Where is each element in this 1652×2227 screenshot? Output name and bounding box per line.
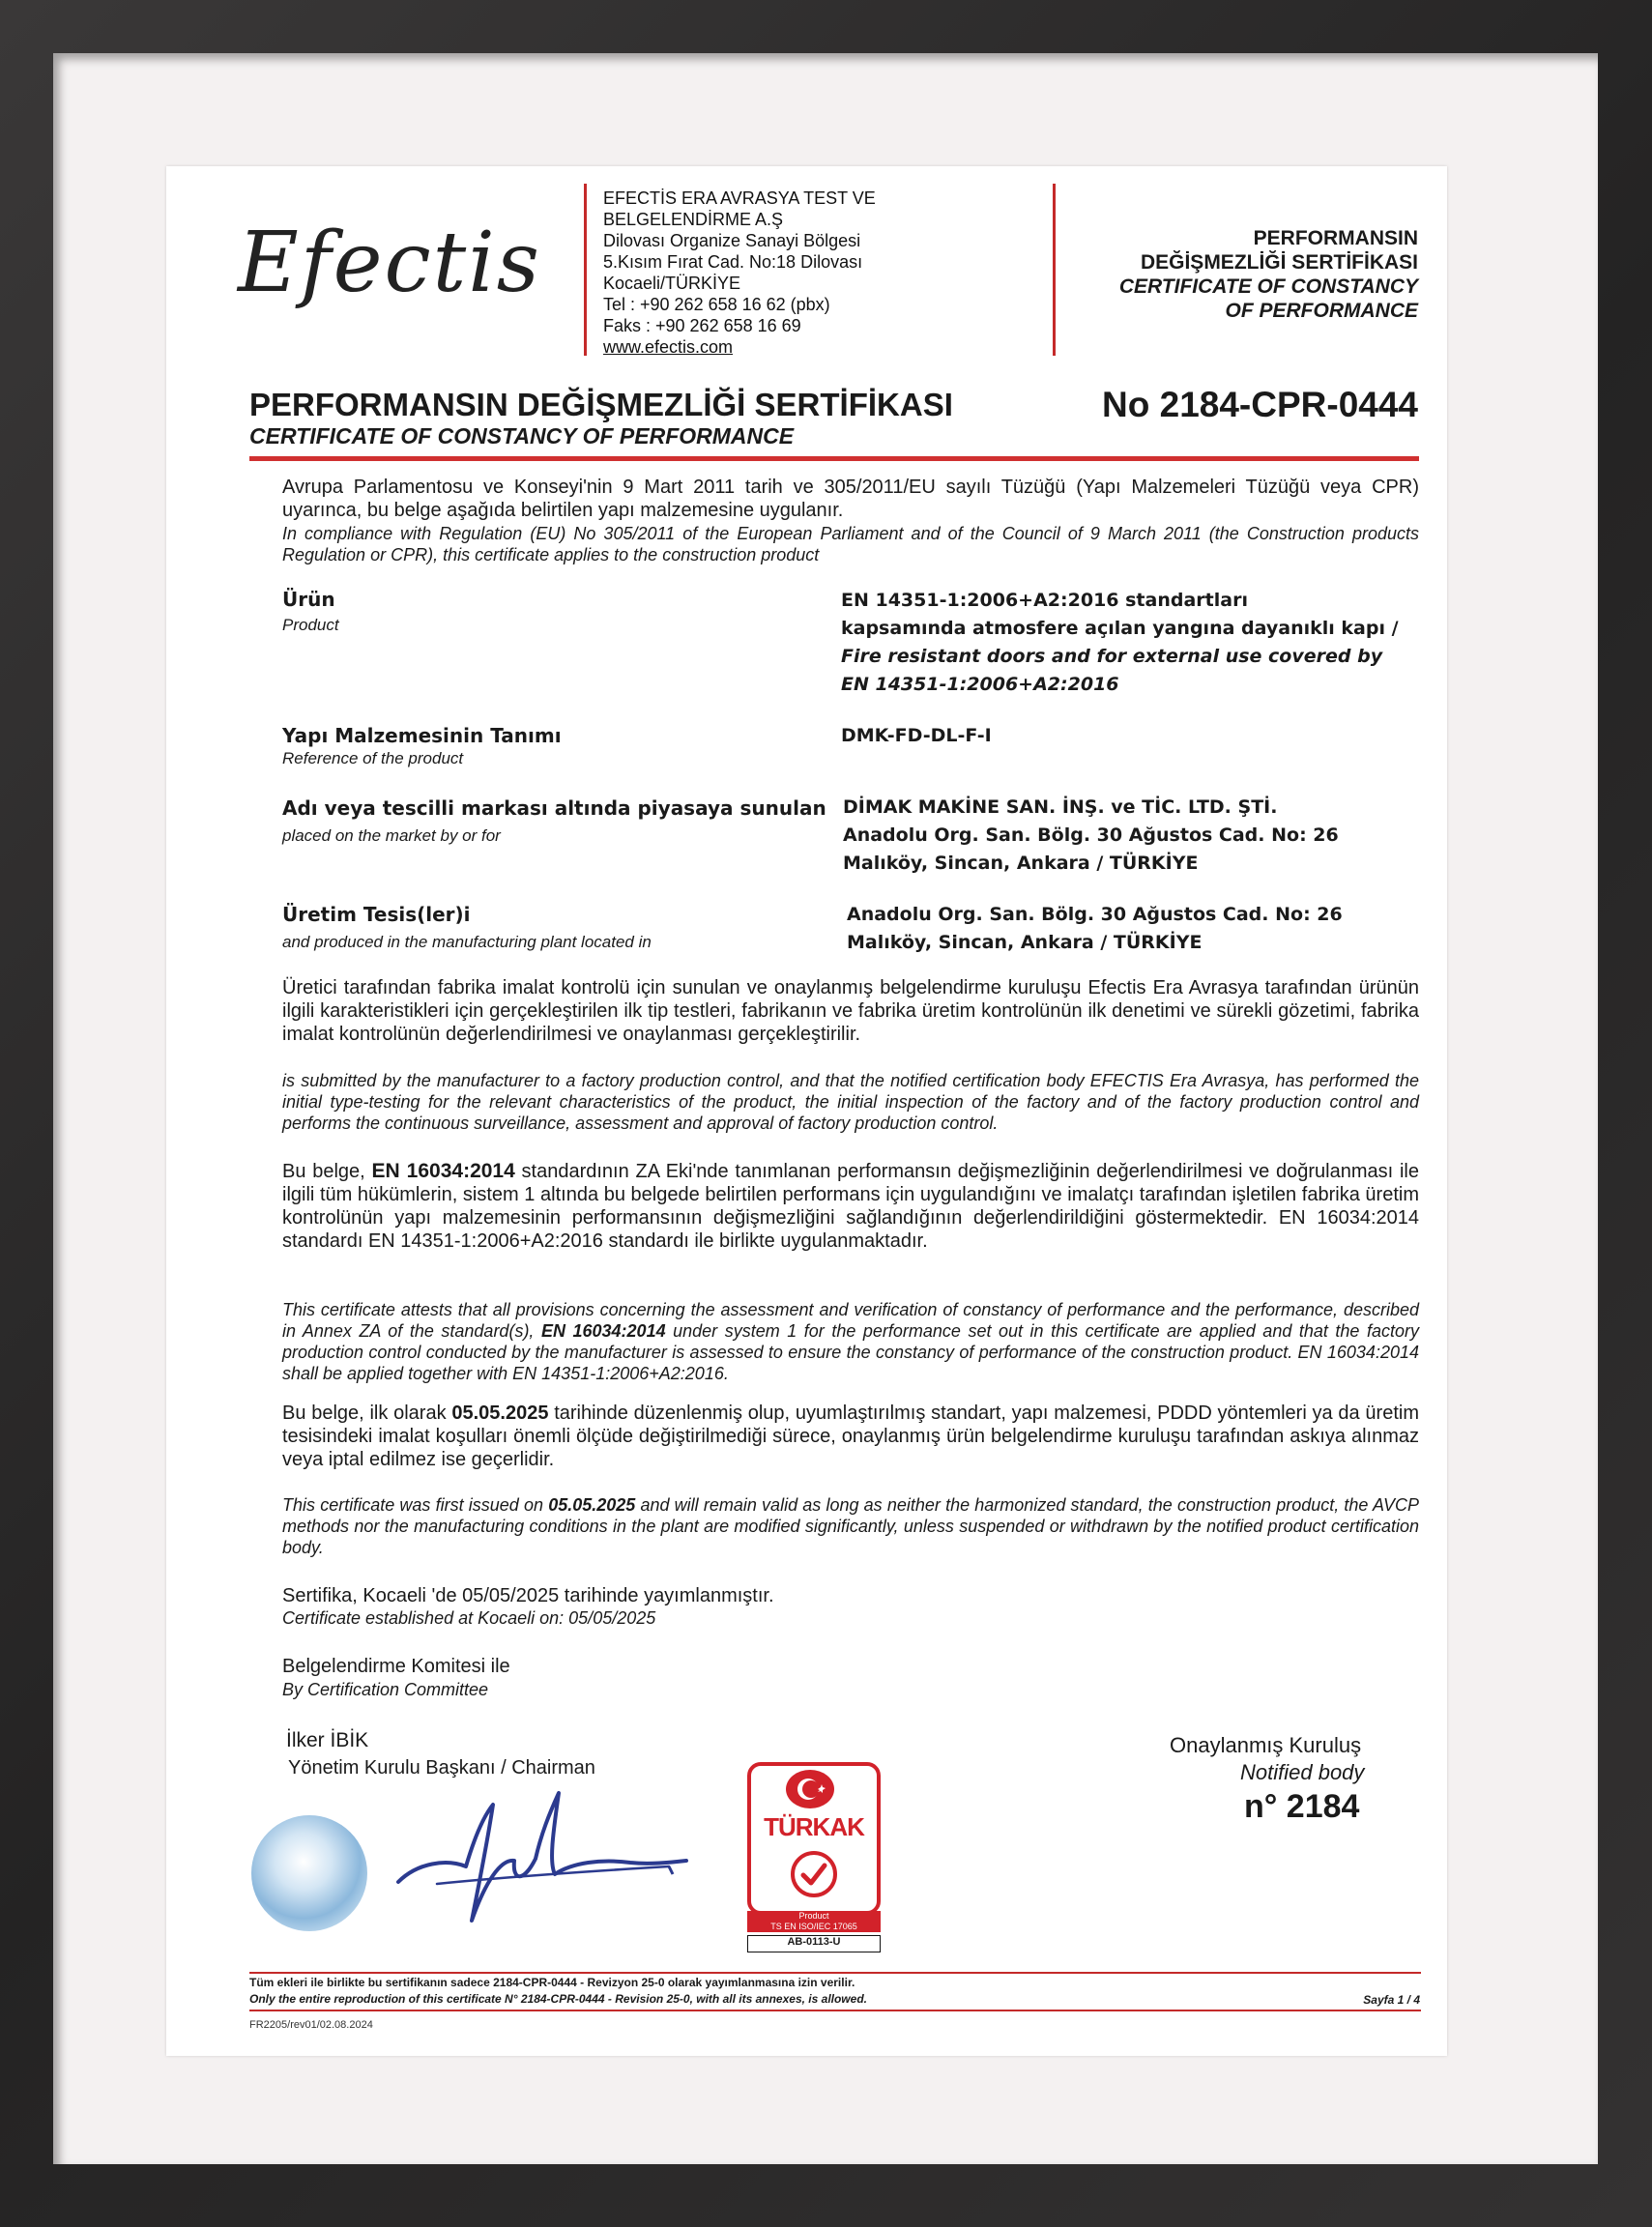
p2-en-text: under system 1 for the performance set out in this certificate are applied and that the factory production control conducted by the manufacturer is assessed to ensure the constancy of performance of the construction product. EN 16034:2014 shall be applied together with EN 14351-1:2006+A2:2016. <box>282 1321 1419 1383</box>
market-value-line: DİMAK MAKİNE SAN. İNŞ. ve TİC. LTD. ŞTİ. <box>843 796 1278 818</box>
document-type <box>1119 226 1418 323</box>
doc-type-en-1: CERTIFICATE OF CONSTANCY <box>1118 275 1418 298</box>
turkak-scope <box>747 1911 881 1932</box>
plant-value <box>847 901 1343 957</box>
p3-en-date: 05.05.2025 <box>548 1495 636 1515</box>
hologram-seal <box>251 1815 367 1931</box>
turkak-brand: TÜRKAK <box>764 1812 864 1841</box>
turkak-code: AB-0113-U <box>747 1935 881 1952</box>
form-number: FR2205/rev01/02.08.2024 <box>249 2019 373 2031</box>
certificate-title-tr: PERFORMANSIN DEĞİŞMEZLİĞİ SERTİFİKASI <box>249 387 953 422</box>
paragraph-1-tr: Üretici tarafından fabrika imalat kontrolü için sunulan ve onaylanmış belgelendirme kuruluşu Efectis Era Avrasya tarafından ürünün ilgili karakteristikleri için gerçekleştirilen ilk tip testleri, fabrikanın ve fabrika üretim kontrolünün ilk denetimi ve sürekli gözetimi, fabrika imalat kontrolünün değerlendirilmesi ve onaylanması gerçekleştirilir. <box>282 977 1419 1045</box>
plant-label-en: and produced in the manufacturing plant located in <box>282 933 652 951</box>
product-value-line: EN 14351-1:2006+A2:2016 <box>841 674 1119 695</box>
plant-value-line: Anadolu Org. San. Bölg. 30 Ağustos Cad. No: 26 <box>847 904 1343 925</box>
certificate-title-en: CERTIFICATE OF CONSTANCY OF PERFORMANCE <box>249 423 795 448</box>
intro-tr: Avrupa Parlamentosu ve Konseyi'nin 9 Mart 2011 tarih ve 305/2011/EU sayılı Tüzüğü (Yapı Malzemeleri Tüzüğü veya CPR) uyarınca, bu belge aşağıda belirtilen yapı malzemesine uygulanır. <box>282 477 1419 521</box>
doc-type-tr-2: DEĞİŞMEZLİĞİ SERTİFİKASI <box>1140 251 1418 274</box>
reference-label-en: Reference of the product <box>282 749 464 767</box>
p2-tr-text: standardının ZA Eki'nde tanımlanan performansın değişmezliğinin değerlendirilmesi ve doğrulanması ile ilgili tüm hükümlerin, sistem 1 altında bu belgede belirtilen performans için uygulandığını ve imalatçı tarafından işletilen fabrika üretim kontrolünün yapı malzemesinin performansının değişmezliğini sağlandığının değerlendirildiğini göstermektedir. EN 16034:2014 standardı EN 14351-1:2006+A2:2016 standardı ile birlikte uygulanmaktadır. <box>282 1161 1419 1252</box>
footer-rule-bottom <box>249 2010 1421 2011</box>
p2-en-text: This certificate attests that all provisions concerning the assessment and verification of constancy of performance and the performance, described in Annex ZA of the standard(s), <box>282 1300 1419 1341</box>
signature <box>379 1766 698 1930</box>
footer-note-en: Only the entire reproduction of this certificate N° 2184-CPR-0444 - Revision 25-0, with all its annexes, is allowed. <box>249 1992 867 2006</box>
notified-body-label-tr: Onaylanmış Kuruluş <box>1170 1733 1362 1757</box>
company-line: Dilovası Organize Sanayi Bölgesi <box>603 231 861 250</box>
company-line: Faks : +90 262 658 16 69 <box>603 316 801 335</box>
company-line: 5.Kısım Fırat Cad. No:18 Dilovası <box>603 252 863 272</box>
p2-en-standard: EN 16034:2014 <box>540 1321 666 1341</box>
product-value <box>841 587 1399 699</box>
issue-tr: Sertifika, Kocaeli 'de 05/05/2025 tarihinde yayımlanmıştır. <box>282 1585 774 1606</box>
notified-body-number: n° 2184 <box>1244 1788 1360 1825</box>
paragraph-2-tr <box>282 1160 1419 1253</box>
page-number: Sayfa 1 / 4 <box>1363 1993 1420 2007</box>
issue-en: Certificate established at Kocaeli on: 05/05/2025 <box>282 1608 656 1628</box>
header-divider-right <box>1053 184 1056 356</box>
intro-en: In compliance with Regulation (EU) No 305/2011 of the European Parliament and of the Council of 9 March 2011 (the Construction products Regulation or CPR), this certificate applies to the construction product <box>282 524 1419 564</box>
market-value-line: Malıköy, Sincan, Ankara / TÜRKİYE <box>843 853 1199 874</box>
certificate-page <box>166 166 1447 2056</box>
plant-label: Üretim Tesis(ler)i <box>282 903 471 926</box>
company-line: Tel : +90 262 658 16 62 (pbx) <box>603 295 830 314</box>
footer-rule-top <box>249 1972 1421 1974</box>
p3-tr-text: tarihinde düzenlenmiş olup, uyumlaştırılmış standart, yapı malzemesi, PDDD yöntemleri ya da üretim tesisindeki imalat koşulları önemli ölçüde değiştirilmediği sürece, onaylanmış ürün belgelendirme kuruluşu tarafından askıya alınmaz veya iptal edilmez ise geçerlidir. <box>282 1403 1419 1470</box>
turkak-scope-line: Product <box>798 1911 829 1921</box>
product-label-en: Product <box>282 616 339 634</box>
market-value <box>843 794 1339 878</box>
company-line: EFECTİS ERA AVRASYA TEST VE <box>603 188 876 208</box>
website-link[interactable]: www.efectis.com <box>603 337 734 357</box>
notified-body-label-en: Notified body <box>1240 1760 1365 1784</box>
product-value-line: kapsamında atmosfere açılan yangına dayanıklı kapı / <box>841 618 1399 639</box>
signatory-name: İlker İBİK <box>286 1729 369 1751</box>
p2-tr-text: Bu belge, <box>282 1161 372 1182</box>
paragraph-3-tr <box>282 1402 1419 1471</box>
p3-en-text: and will remain valid as long as neither the harmonized standard, the construction product, the AVCP methods nor the manufacturing conditions in the plant are modified significantly, unless suspended or withdrawn by the notified product certification body. <box>282 1495 1419 1557</box>
reference-label: Yapı Malzemesinin Tanımı <box>282 724 562 747</box>
company-line: BELGELENDİRME A.Ş <box>603 210 784 229</box>
p2-tr-standard: EN 16034:2014 <box>371 1160 515 1182</box>
efectis-logo <box>238 215 541 311</box>
certificate-number: No 2184-CPR-0444 <box>1102 385 1418 424</box>
doc-type-en-2: OF PERFORMANCE <box>1225 300 1418 322</box>
committee-en: By Certification Committee <box>282 1680 489 1699</box>
header-divider-left <box>584 184 587 356</box>
product-value-line: Fire resistant doors and for external use covered by <box>841 646 1383 667</box>
company-address <box>603 188 876 358</box>
footer-note-tr: Tüm ekleri ile birlikte bu sertifikanın sadece 2184-CPR-0444 - Revizyon 25-0 olarak yayımlanmasına izin verilir. <box>249 1976 855 1989</box>
paragraph-2-en <box>282 1299 1419 1384</box>
turkak-accreditation-mark <box>747 1762 881 1951</box>
reference-value: DMK-FD-DL-F-I <box>841 725 992 746</box>
product-label: Ürün <box>282 588 335 611</box>
product-value-line: EN 14351-1:2006+A2:2016 standartları <box>841 590 1248 611</box>
p3-en-text: This certificate was first issued on <box>282 1495 549 1515</box>
crescent-star-icon <box>786 1770 834 1808</box>
paragraph-1-en: is submitted by the manufacturer to a factory production control, and that the notified certification body EFECTIS Era Avrasya, has performed the initial type-testing for the relevant characteristics of the product, the initial inspection of the factory and of the factory production control and performs the continuous surveillance, assessment and approval of factory production control. <box>282 1071 1419 1133</box>
market-label-en: placed on the market by or for <box>282 826 501 845</box>
signatory-title: Yönetim Kurulu Başkanı / Chairman <box>288 1757 595 1779</box>
doc-type-tr-1: PERFORMANSIN <box>1253 227 1418 249</box>
turkak-scope-line: TS EN ISO/IEC 17065 <box>770 1922 857 1931</box>
committee-tr: Belgelendirme Komitesi ile <box>282 1656 510 1677</box>
paragraph-3-en <box>282 1494 1419 1558</box>
company-line: Kocaeli/TÜRKİYE <box>603 274 741 293</box>
logo-text: Efectis <box>238 215 541 311</box>
plant-value-line: Malıköy, Sincan, Ankara / TÜRKİYE <box>847 932 1203 953</box>
market-value-line: Anadolu Org. San. Bölg. 30 Ağustos Cad. No: 26 <box>843 824 1339 846</box>
title-rule <box>249 456 1419 461</box>
market-label: Adı veya tescilli markası altında piyasaya sunulan <box>282 796 826 820</box>
p3-tr-date: 05.05.2025 <box>451 1403 549 1424</box>
check-seal-icon <box>789 1849 839 1899</box>
p3-tr-text: Bu belge, ilk olarak <box>282 1403 452 1424</box>
